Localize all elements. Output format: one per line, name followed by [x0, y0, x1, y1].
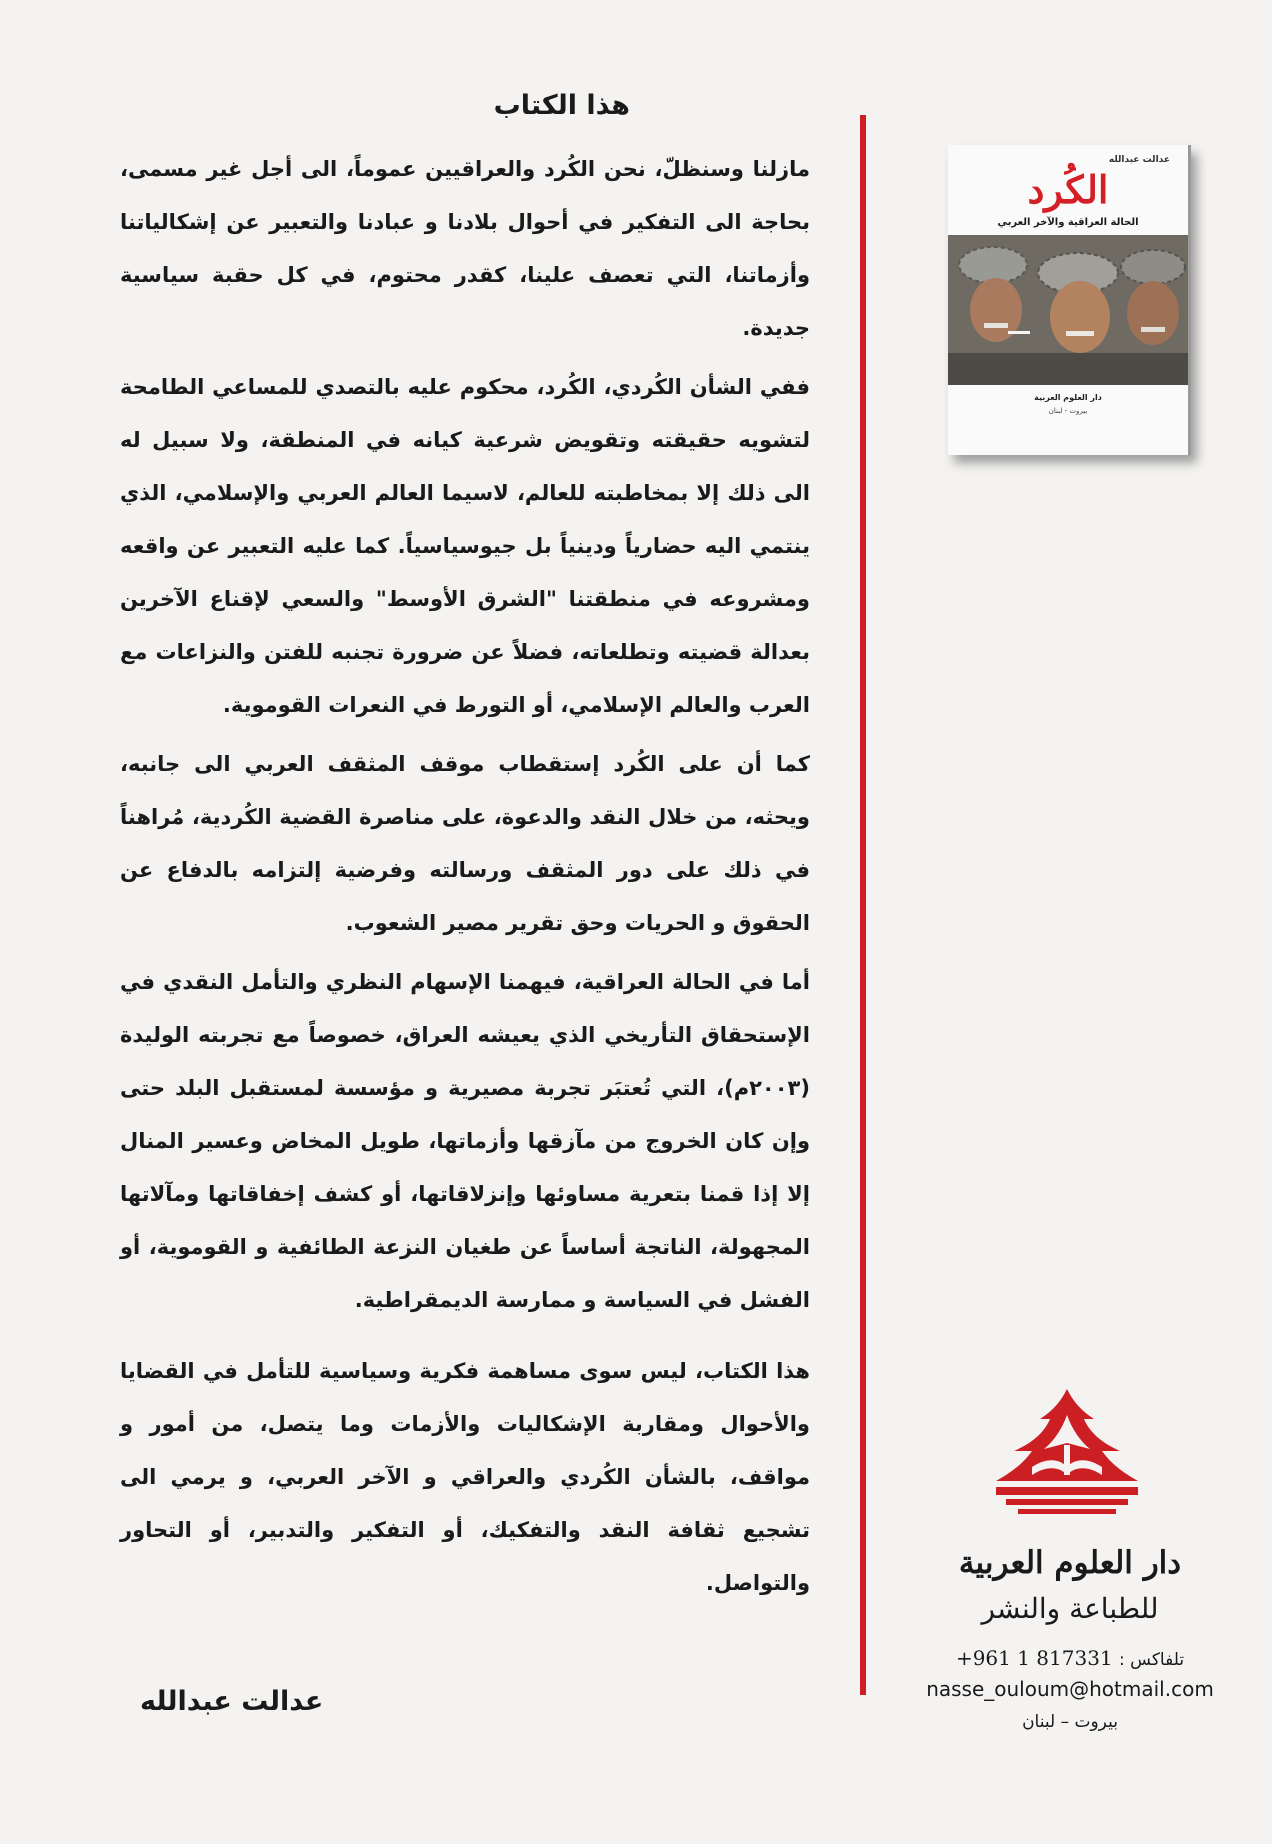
paragraph-3: كما أن على الكُرد إستقطاب موقف المثقف العربي الى جانبه، ويحثه، من خلال النقد والدعوة، على مناصرة القضية الكُردية، مُراهناً في ذلك على دور المثقف ورسالته وفرضية إلتزامه بالدفاع عن الحقوق و الحريات وحق تقرير مصير الشعوب. — [120, 752, 810, 935]
author-signature: عدالت عبدالله — [140, 1686, 324, 1717]
paragraph-1: مازلنا وسنظلّ، نحن الكُرد والعراقيين عموماً، الى أجل غير مسمى، بحاجة الى التفكير في أحوال بلادنا و عبادنا والتعبير عن إشكالياتنا وأزماتنا، التي تعصف علينا، كقدر محتوم، في كل حقبة سياسية جديدة. — [120, 157, 810, 340]
book-cover-subtitle: الحالة العراقية والآخر العربي — [997, 217, 1139, 228]
fax-number: +961 1 817331 — [955, 1646, 1113, 1670]
publisher-logo-icon — [992, 1385, 1142, 1525]
book-cover-city: بيروت - لبنان — [1048, 407, 1088, 415]
contact-email[interactable]: nasse_ouloum@hotmail.com — [926, 1677, 1214, 1701]
contact-fax — [920, 1646, 1220, 1670]
red-divider — [860, 115, 866, 1695]
book-cover-thumbnail — [948, 145, 1191, 455]
contact-city: بيروت – لبنان — [1022, 1712, 1118, 1732]
publisher-name: دار العلوم العربية — [958, 1545, 1182, 1581]
book-cover-title: الكُرد — [1027, 167, 1109, 212]
cover-photo-illustration — [948, 235, 1188, 385]
section-heading: هذا الكتاب — [493, 90, 630, 121]
description-column — [120, 90, 810, 1616]
fax-label: تلفاكس : — [1119, 1650, 1185, 1670]
closing-paragraph: هذا الكتاب، ليس سوى مساهمة فكرية وسياسية للتأمل في القضايا والأحوال ومقاربة الإشكاليات والأزمات وما يتصل، من أمور و مواقف، بالشأن الكُردي والعراقي و الآخر العربي، و يرمي الى تشجيع ثقافة النقد والتفكيك، أو التفكير والتدبير، أو التحاور والتواصل. — [120, 1359, 810, 1595]
book-cover-photo — [948, 235, 1188, 385]
paragraph-2: ففي الشأن الكُردي، الكُرد، محكوم عليه بالتصدي للمساعي الطامحة لتشويه حقيقته وتقويض شرعية كيانه في المنطقة، ولا سبيل له الى ذلك إلا بمخاطبته للعالم، لاسيما العالم العربي والإسلامي، الذي ينتمي اليه حضارياً ودينياً بل جيوسياسياً. كما عليه التعبير عن واقعه ومشروعه في منطقتنا "الشرق الأوسط" والسعي لإقناع الآخرين بعدالة قضيته وتطلعاته، فضلاً عن ضرورة تجنبه للفتن والنزاعات مع العرب والعالم الإسلامي، أو التورط في النعرات القوموية. — [120, 375, 810, 717]
book-cover-author: عدالت عبدالله — [1108, 155, 1170, 165]
publisher-tagline: للطباعة والنشر — [981, 1592, 1159, 1625]
book-cover-publisher: دار العلوم العربية — [1034, 393, 1102, 402]
paragraph-4: أما في الحالة العراقية، فيهمنا الإسهام النظري والتأمل النقدي في الإستحقاق التأريخي الذي يعيشه العراق، خصوصاً مع تجربته الوليدة (٢٠٠٣م)، التي تُعتبَر تجربة مصيرية و مؤسسة لمستقبل البلد حتى وإن كان الخروج من مآزقها وأزماتها، طويل المخاض وعسير المنال إلا إذا قمنا بتعرية مساوئها وإنزلاقاتها، أو كشف إخفاقاتها ومآلاتها المجهولة، الناتجة أساساً عن طغيان النزعة الطائفية و القوموية، أو الفشل في السياسة و ممارسة الديمقراطية. — [120, 970, 810, 1312]
